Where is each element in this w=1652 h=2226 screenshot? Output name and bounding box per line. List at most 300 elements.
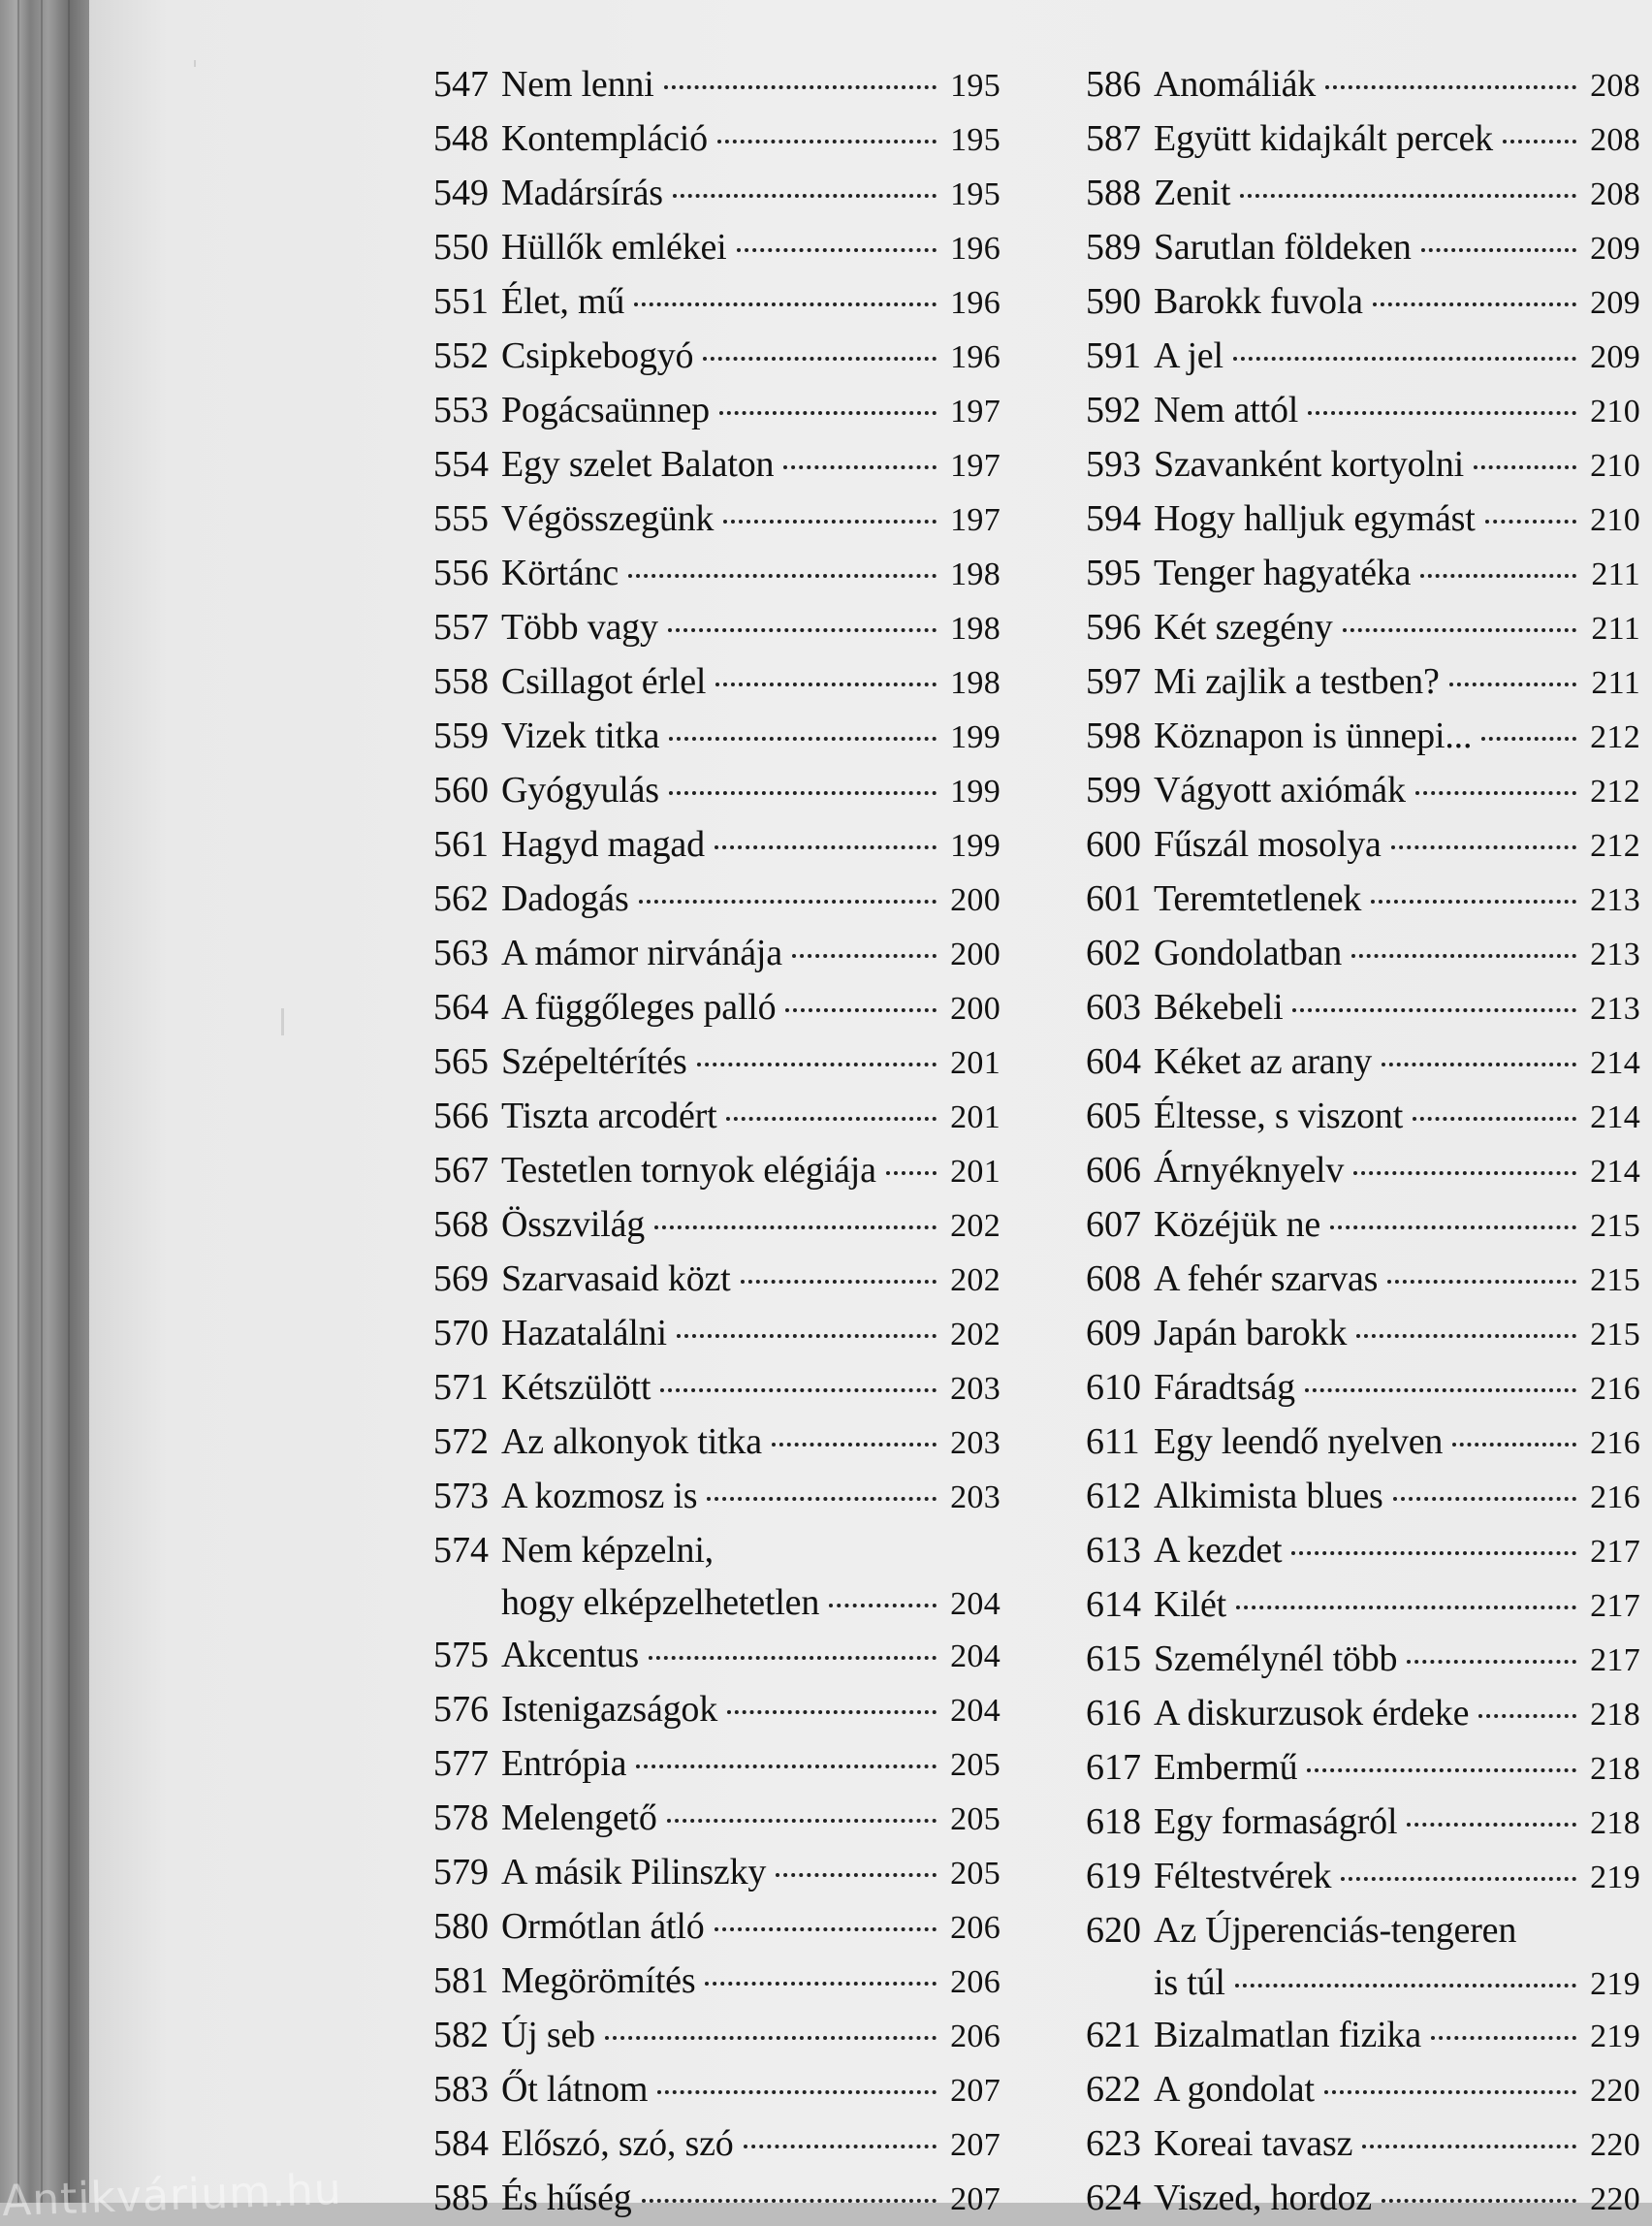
- entry-number: 612: [1086, 1476, 1141, 1516]
- toc-entry: [1086, 1904, 1640, 2009]
- toc-entry: [1086, 167, 1640, 221]
- entry-page-number: 208: [1590, 68, 1640, 104]
- entry-page-number: 200: [950, 882, 1001, 918]
- entry-page-number: 195: [950, 176, 1001, 212]
- toc-entry: [433, 655, 1001, 710]
- dot-leader: [1343, 628, 1576, 632]
- entry-title: Kontempláció: [501, 118, 708, 159]
- dot-leader: [1235, 1984, 1576, 1988]
- entry-page-number: 196: [950, 231, 1001, 267]
- entry-title: Kéket az arany: [1154, 1041, 1373, 1082]
- entry-number: 580: [433, 1906, 489, 1947]
- entry-title: Összvilág: [501, 1204, 646, 1245]
- toc-entry: [1086, 1850, 1640, 1904]
- entry-number: 577: [433, 1743, 489, 1784]
- entry-number: 552: [433, 335, 489, 376]
- dot-leader: [1431, 2036, 1576, 2040]
- entry-number: 595: [1086, 553, 1141, 593]
- entry-title: Nem lenni: [501, 64, 654, 105]
- toc-entry: [1086, 493, 1640, 547]
- entry-number: 582: [433, 2015, 489, 2055]
- entry-page-number: 216: [1590, 1371, 1640, 1407]
- dot-leader: [1382, 2199, 1576, 2203]
- toc-entry: [1086, 2009, 1640, 2063]
- entry-page-number: 204: [950, 1638, 1001, 1674]
- entry-number: 575: [433, 1635, 489, 1675]
- toc-entry: [1086, 1253, 1640, 1307]
- entry-number: 553: [433, 390, 489, 430]
- entry-page-number: 201: [950, 1154, 1001, 1190]
- entry-number: 557: [433, 607, 489, 648]
- entry-number: 587: [1086, 118, 1141, 159]
- toc-entry: [1086, 873, 1640, 927]
- entry-title: Barokk fuvola: [1154, 281, 1363, 322]
- entry-number: 602: [1086, 933, 1141, 973]
- entry-page-number: 198: [950, 556, 1001, 592]
- entry-title: Koreai tavasz: [1154, 2123, 1353, 2164]
- entry-number: 567: [433, 1150, 489, 1191]
- entry-page-number: 200: [950, 937, 1001, 972]
- toc-entry: [433, 1737, 1001, 1792]
- toc-entry: [1086, 1090, 1640, 1144]
- entry-page-number: 207: [950, 2127, 1001, 2163]
- entry-page-number: 202: [950, 1208, 1001, 1244]
- toc-entry: [433, 112, 1001, 167]
- entry-page-number: 213: [1590, 991, 1640, 1027]
- entry-title: Istenigazságok: [501, 1689, 718, 1730]
- toc-entry: [1086, 2172, 1640, 2226]
- entry-title: Nem attól: [1154, 390, 1299, 430]
- dot-leader: [668, 628, 937, 632]
- dot-leader: [772, 1443, 937, 1447]
- dot-leader: [634, 302, 937, 306]
- entry-title: Mi zajlik a testben?: [1154, 661, 1440, 702]
- toc-entry: [1086, 1741, 1640, 1796]
- entry-page-number: 195: [950, 68, 1001, 104]
- dot-leader: [1362, 2145, 1576, 2148]
- dot-leader: [715, 1927, 937, 1931]
- entry-title: Kilét: [1154, 1584, 1226, 1625]
- spine-line-3: [68, 0, 70, 2203]
- entry-page-number: 206: [950, 2019, 1001, 2054]
- toc-entry: [1086, 927, 1640, 981]
- dot-leader: [1503, 140, 1576, 143]
- entry-number: 599: [1086, 770, 1141, 811]
- entry-number: 606: [1086, 1150, 1141, 1191]
- entry-page-number: 210: [1590, 394, 1640, 429]
- toc-entry-line-1: [1086, 1904, 1640, 1956]
- dot-leader: [1391, 845, 1576, 849]
- entry-number: 604: [1086, 1041, 1141, 1082]
- dot-leader: [673, 194, 937, 198]
- dot-leader: [1478, 1714, 1576, 1718]
- entry-number: 573: [433, 1476, 489, 1516]
- entry-number: 570: [433, 1313, 489, 1353]
- entry-title: Ormótlan átló: [501, 1906, 705, 1947]
- toc-entry: [433, 1361, 1001, 1415]
- dot-leader: [1449, 683, 1576, 686]
- toc-entry: [1086, 1578, 1640, 1633]
- dot-leader: [669, 791, 937, 795]
- entry-title: Egy szelet Balaton: [501, 444, 775, 485]
- entry-title-continued: is túl: [1154, 1962, 1225, 2003]
- dot-leader: [649, 1656, 937, 1660]
- entry-page-number: 217: [1590, 1588, 1640, 1624]
- paper-mark: [194, 60, 196, 67]
- toc-entry-line-2: [433, 1576, 1001, 1629]
- entry-title: Vágyott axiómák: [1154, 770, 1406, 811]
- dot-leader: [654, 1225, 937, 1229]
- dot-leader: [642, 2199, 937, 2203]
- entry-title: És hűség: [501, 2178, 632, 2218]
- dot-leader: [667, 1819, 937, 1823]
- dot-leader: [737, 248, 937, 252]
- toc-entry-line-2: [1086, 1956, 1640, 2009]
- entry-number: 619: [1086, 1856, 1141, 1896]
- entry-page-number: 201: [950, 1099, 1001, 1135]
- entry-title: A gondolat: [1154, 2069, 1315, 2110]
- entry-title: Tiszta arcodért: [501, 1096, 717, 1136]
- entry-page-number: 209: [1590, 339, 1640, 375]
- entry-title: Gyógyulás: [501, 770, 659, 811]
- entry-number: 592: [1086, 390, 1141, 430]
- entry-page-number: 207: [950, 2181, 1001, 2217]
- entry-number: 555: [433, 498, 489, 539]
- entry-page-number: 203: [950, 1479, 1001, 1515]
- entry-page-number: 196: [950, 339, 1001, 375]
- entry-number: 613: [1086, 1530, 1141, 1571]
- dot-leader: [744, 2145, 937, 2148]
- toc-entry: [1086, 818, 1640, 873]
- dot-leader: [1485, 520, 1576, 524]
- toc-entry: [433, 1470, 1001, 1524]
- entry-title: Hazatalálni: [501, 1313, 667, 1353]
- entry-title: Két szegény: [1154, 607, 1333, 648]
- entry-page-number: 214: [1590, 1154, 1640, 1190]
- dot-leader: [1307, 1768, 1576, 1772]
- dot-leader: [707, 1497, 937, 1501]
- entry-number: 579: [433, 1852, 489, 1892]
- dot-leader: [1356, 1334, 1576, 1338]
- entry-title: Teremtetlenek: [1154, 878, 1362, 919]
- entry-title: Bizalmatlan fizika: [1154, 2015, 1422, 2055]
- entry-number: 610: [1086, 1367, 1141, 1408]
- entry-number: 565: [433, 1041, 489, 1082]
- entry-number: 611: [1086, 1421, 1140, 1462]
- entry-number: 568: [433, 1204, 489, 1245]
- entry-title: Entrópia: [501, 1743, 627, 1784]
- toc-entry: [433, 493, 1001, 547]
- dot-leader: [785, 1008, 937, 1012]
- entry-page-number: 198: [950, 665, 1001, 701]
- spine-line-1: [17, 0, 19, 2203]
- dot-leader: [1330, 1225, 1576, 1229]
- entry-number: 549: [433, 173, 489, 213]
- entry-number: 600: [1086, 824, 1141, 865]
- entry-number: 596: [1086, 607, 1141, 648]
- entry-number: 588: [1086, 173, 1141, 213]
- entry-page-number: 218: [1590, 1751, 1640, 1787]
- dot-leader: [829, 1604, 937, 1607]
- entry-title: Éltesse, s viszont: [1154, 1096, 1404, 1136]
- dot-leader: [1387, 1280, 1576, 1284]
- entry-title: A kozmosz is: [501, 1476, 698, 1516]
- toc-entry: [1086, 330, 1640, 384]
- dot-leader: [660, 1388, 937, 1392]
- entry-number: 578: [433, 1797, 489, 1838]
- dot-leader: [1324, 2090, 1576, 2094]
- entry-title: Őt látnom: [501, 2069, 649, 2110]
- entry-page-number: 205: [950, 1856, 1001, 1892]
- entry-page-number: 215: [1590, 1317, 1640, 1352]
- entry-title: Nem képzelni,: [501, 1530, 714, 1571]
- entry-number: 622: [1086, 2069, 1141, 2110]
- toc-entry: [1086, 1415, 1640, 1470]
- entry-title: Hogy halljuk egymást: [1154, 498, 1476, 539]
- entry-title: Közéjük ne: [1154, 1204, 1321, 1245]
- entry-title: Új seb: [501, 2015, 595, 2055]
- dot-leader: [1240, 194, 1576, 198]
- dot-leader: [1413, 1117, 1576, 1121]
- dot-leader: [715, 683, 937, 686]
- entry-title: Fűszál mosolya: [1154, 824, 1382, 865]
- toc-entry: [433, 1144, 1001, 1198]
- toc-entry-line-1: [433, 1524, 1001, 1576]
- entry-number: 583: [433, 2069, 489, 2110]
- dot-leader: [1291, 1551, 1576, 1555]
- toc-entry: [1086, 221, 1640, 275]
- dot-leader: [1407, 1823, 1576, 1827]
- entry-number: 615: [1086, 1638, 1141, 1679]
- entry-page-number: 218: [1590, 1805, 1640, 1841]
- dot-leader: [1308, 411, 1576, 415]
- dot-leader: [1373, 302, 1576, 306]
- toc-entry: [433, 1629, 1001, 1683]
- entry-page-number: 204: [950, 1693, 1001, 1729]
- entry-number: 550: [433, 227, 489, 268]
- entry-number: 564: [433, 987, 489, 1028]
- dot-leader: [1292, 1008, 1576, 1012]
- entry-title: Sarutlan földeken: [1154, 227, 1412, 268]
- toc-entry: [433, 927, 1001, 981]
- entry-page-number: 197: [950, 394, 1001, 429]
- entry-number: 551: [433, 281, 489, 322]
- entry-number: 581: [433, 1960, 489, 2001]
- entry-title: Hüllők emlékei: [501, 227, 727, 268]
- dot-leader: [703, 357, 937, 361]
- toc-entry: [433, 1955, 1001, 2009]
- toc-entry: [433, 1900, 1001, 1955]
- dot-leader: [723, 520, 937, 524]
- entry-number: 548: [433, 118, 489, 159]
- dot-leader: [1325, 85, 1576, 89]
- dot-leader: [727, 1710, 937, 1714]
- entry-page-number: 213: [1590, 937, 1640, 972]
- toc-entry: [1086, 601, 1640, 655]
- entry-page-number: 215: [1590, 1208, 1640, 1244]
- entry-page-number: 203: [950, 1371, 1001, 1407]
- toc-entry: [1086, 655, 1640, 710]
- dot-leader: [792, 954, 937, 958]
- entry-title: Akcentus: [501, 1635, 639, 1675]
- dot-leader: [677, 1334, 937, 1338]
- entry-page-number: 210: [1590, 502, 1640, 538]
- entry-title: Kétszülött: [501, 1367, 651, 1408]
- toc-entry: [1086, 1361, 1640, 1415]
- dot-leader: [1407, 1660, 1576, 1664]
- entry-title: A függőleges palló: [501, 987, 777, 1028]
- entry-title: Előszó, szó, szó: [501, 2123, 734, 2164]
- toc-entry: [1086, 1144, 1640, 1198]
- toc-entry: [433, 167, 1001, 221]
- toc-entry: [433, 275, 1001, 330]
- dot-leader: [1351, 954, 1576, 958]
- entry-number: 618: [1086, 1801, 1141, 1842]
- toc-entry: [1086, 384, 1640, 438]
- entry-number: 617: [1086, 1747, 1141, 1788]
- toc-entry: [433, 764, 1001, 818]
- entry-number: 554: [433, 444, 489, 485]
- toc-entry: [433, 818, 1001, 873]
- dot-leader: [1236, 1606, 1576, 1609]
- toc-entry: [433, 2009, 1001, 2063]
- entry-title: Az Újperenciás-tengeren: [1154, 1910, 1517, 1951]
- entry-page-number: 211: [1591, 665, 1640, 701]
- entry-page-number: 209: [1590, 285, 1640, 321]
- entry-number: 623: [1086, 2123, 1141, 2164]
- entry-number: 591: [1086, 335, 1141, 376]
- entry-title: Több vagy: [501, 607, 658, 648]
- entry-number: 586: [1086, 64, 1141, 105]
- toc-entry: [1086, 112, 1640, 167]
- entry-page-number: 211: [1591, 611, 1640, 647]
- entry-page-number: 214: [1590, 1099, 1640, 1135]
- toc-entry: [433, 221, 1001, 275]
- entry-title: Békebeli: [1154, 987, 1284, 1028]
- entry-title: Gondolatban: [1154, 933, 1343, 973]
- toc-entry: [1086, 275, 1640, 330]
- toc-entry: [1086, 2117, 1640, 2172]
- dot-leader: [1382, 1063, 1576, 1066]
- entry-number: 621: [1086, 2015, 1141, 2055]
- entry-page-number: 216: [1590, 1479, 1640, 1515]
- entry-number: 547: [433, 64, 489, 105]
- entry-page-number: 216: [1590, 1425, 1640, 1461]
- entry-page-number: 204: [950, 1586, 1001, 1622]
- entry-title: Melengető: [501, 1797, 657, 1838]
- toc-entry: [1086, 1796, 1640, 1850]
- entry-page-number: 199: [950, 774, 1001, 810]
- entry-title: A kezdet: [1154, 1530, 1283, 1571]
- entry-number: 561: [433, 824, 489, 865]
- entry-title: Élet, mű: [501, 281, 625, 322]
- dot-leader: [1233, 357, 1576, 361]
- entry-number: 608: [1086, 1258, 1141, 1299]
- dot-leader: [719, 411, 937, 415]
- spine-line-2: [41, 0, 43, 2203]
- entry-page-number: 212: [1590, 828, 1640, 864]
- entry-number: 614: [1086, 1584, 1141, 1625]
- toc-entry: [433, 1090, 1001, 1144]
- entry-title: Köznapon is ünnepi...: [1154, 716, 1473, 756]
- right-contents-column: [1086, 58, 1640, 2226]
- toc-entry: [433, 2117, 1001, 2172]
- toc-entry: [433, 438, 1001, 493]
- entry-title: Együtt kidajkált percek: [1154, 118, 1493, 159]
- dot-leader: [605, 2036, 937, 2040]
- entry-page-number: 208: [1590, 176, 1640, 212]
- dot-leader: [741, 1280, 937, 1284]
- toc-entry: [1086, 1687, 1640, 1741]
- toc-entry: [1086, 1035, 1640, 1090]
- toc-entry: [433, 330, 1001, 384]
- entry-number: 590: [1086, 281, 1141, 322]
- entry-title-continued: hogy elképzelhetetlen: [501, 1582, 820, 1623]
- entry-title: Szavanként kortyolni: [1154, 444, 1464, 485]
- entry-number: 562: [433, 878, 489, 919]
- toc-entry: [1086, 981, 1640, 1035]
- toc-entry: [433, 384, 1001, 438]
- entry-title: Egy formaságról: [1154, 1801, 1398, 1842]
- toc-entry: [433, 981, 1001, 1035]
- entry-page-number: 207: [950, 2073, 1001, 2109]
- entry-number: 624: [1086, 2178, 1141, 2218]
- entry-page-number: 206: [950, 1910, 1001, 1946]
- entry-title: Hagyd magad: [501, 824, 705, 865]
- entry-page-number: 220: [1590, 2073, 1640, 2109]
- entry-title: Körtánc: [501, 553, 619, 593]
- entry-title: Árnyéknyelv: [1154, 1150, 1345, 1191]
- toc-entry: [433, 1253, 1001, 1307]
- toc-entry: [433, 547, 1001, 601]
- dot-leader: [664, 85, 937, 89]
- toc-entry: [433, 1846, 1001, 1900]
- watermark-text: Antikvárium.hu: [1, 2164, 343, 2226]
- toc-entry: [1086, 1633, 1640, 1687]
- entry-number: 572: [433, 1421, 489, 1462]
- entry-page-number: 197: [950, 502, 1001, 538]
- entry-number: 584: [433, 2123, 489, 2164]
- toc-entry: [433, 1524, 1001, 1629]
- entry-page-number: 219: [1590, 2019, 1640, 2054]
- entry-title: Csipkebogyó: [501, 335, 694, 376]
- book-spine-edge: [0, 0, 89, 2203]
- entry-title: Madársírás: [501, 173, 663, 213]
- toc-entry: [1086, 547, 1640, 601]
- entry-page-number: 215: [1590, 1262, 1640, 1298]
- toc-entry: [1086, 438, 1640, 493]
- entry-number: 585: [433, 2178, 489, 2218]
- dot-leader: [639, 900, 937, 904]
- entry-page-number: 217: [1590, 1534, 1640, 1570]
- entry-title: Fáradtság: [1154, 1367, 1295, 1408]
- entry-page-number: 209: [1590, 231, 1640, 267]
- entry-title: Szépeltérítés: [501, 1041, 687, 1082]
- dot-leader: [1415, 791, 1576, 795]
- entry-number: 603: [1086, 987, 1141, 1028]
- dot-leader: [715, 845, 937, 849]
- dot-leader: [669, 737, 937, 741]
- toc-entry: [1086, 2063, 1640, 2117]
- dot-leader: [886, 1171, 937, 1175]
- toc-entry: [1086, 1524, 1640, 1578]
- entry-title: Személynél több: [1154, 1638, 1398, 1679]
- entry-number: 571: [433, 1367, 489, 1408]
- entry-title: Vizek titka: [501, 716, 660, 756]
- entry-number: 597: [1086, 661, 1141, 702]
- entry-title: Pogácsaünnep: [501, 390, 710, 430]
- dot-leader: [697, 1063, 937, 1066]
